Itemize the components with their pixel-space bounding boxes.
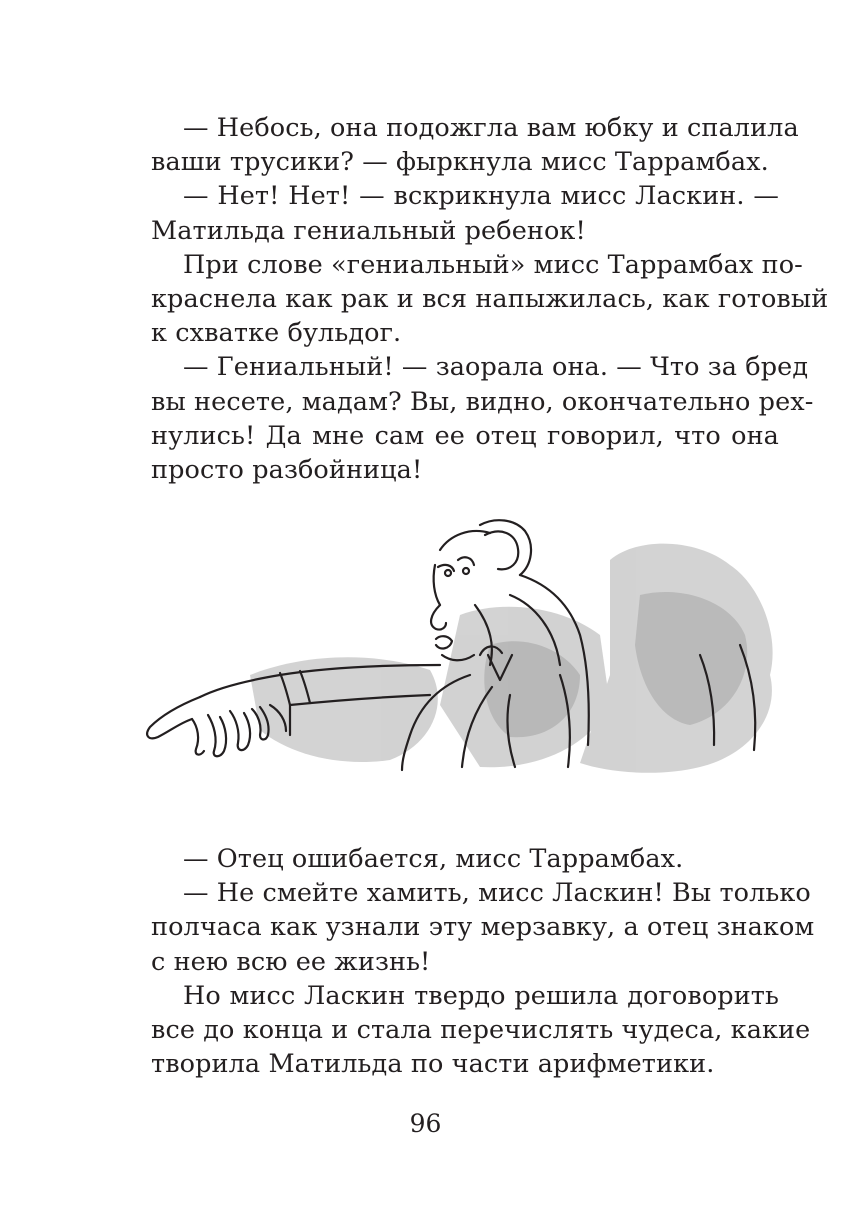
text-line: к схватке бульдог. [151,318,402,349]
text-line: ваши трусики? — фыркнула мисс Таррамбах. [151,147,769,178]
text-block-bottom [151,842,815,1081]
page-number: 96 [409,1109,442,1138]
text-line: просто разбойница! [151,454,423,485]
text-line: — Гениальный! — заорала она. — Что за бред [183,352,809,383]
text-line: При слове «гениальный» мисс Таррамбах по- [183,249,803,280]
text-line: — Небось, она подожгла вам юбку и спалила [183,113,799,143]
text-line: Но мисс Ласкин твердо решила договорить [183,980,779,1011]
illustration-pointing-figure [140,505,790,795]
text-line: все до конца и стала перечислять чудеса, какие [151,1014,811,1045]
text-line: — Не смейте хамить, мисс Ласкин! Вы только [183,878,811,909]
text-line: вы несете, мадам? Вы, видно, окончательно рех- [151,386,814,417]
text-line: — Отец ошибается, мисс Таррамбах. [183,844,684,874]
text-line: краснела как рак и вся напыжилась, как готовый [151,283,829,314]
text-line: нулись! Да мне сам ее отец говорил, что она [151,420,779,451]
text-line: полчаса как узнали эту мерзавку, а отец знаком [151,912,815,943]
text-block-top [151,111,829,487]
text-line: творила Матильда по части арифметики. [151,1049,715,1080]
text-line: — Нет! Нет! — вскрикнула мисс Ласкин. — [183,181,779,212]
text-line: с нею всю ее жизнь! [151,946,431,977]
text-line: Матильда гениальный ребенок! [151,215,586,246]
